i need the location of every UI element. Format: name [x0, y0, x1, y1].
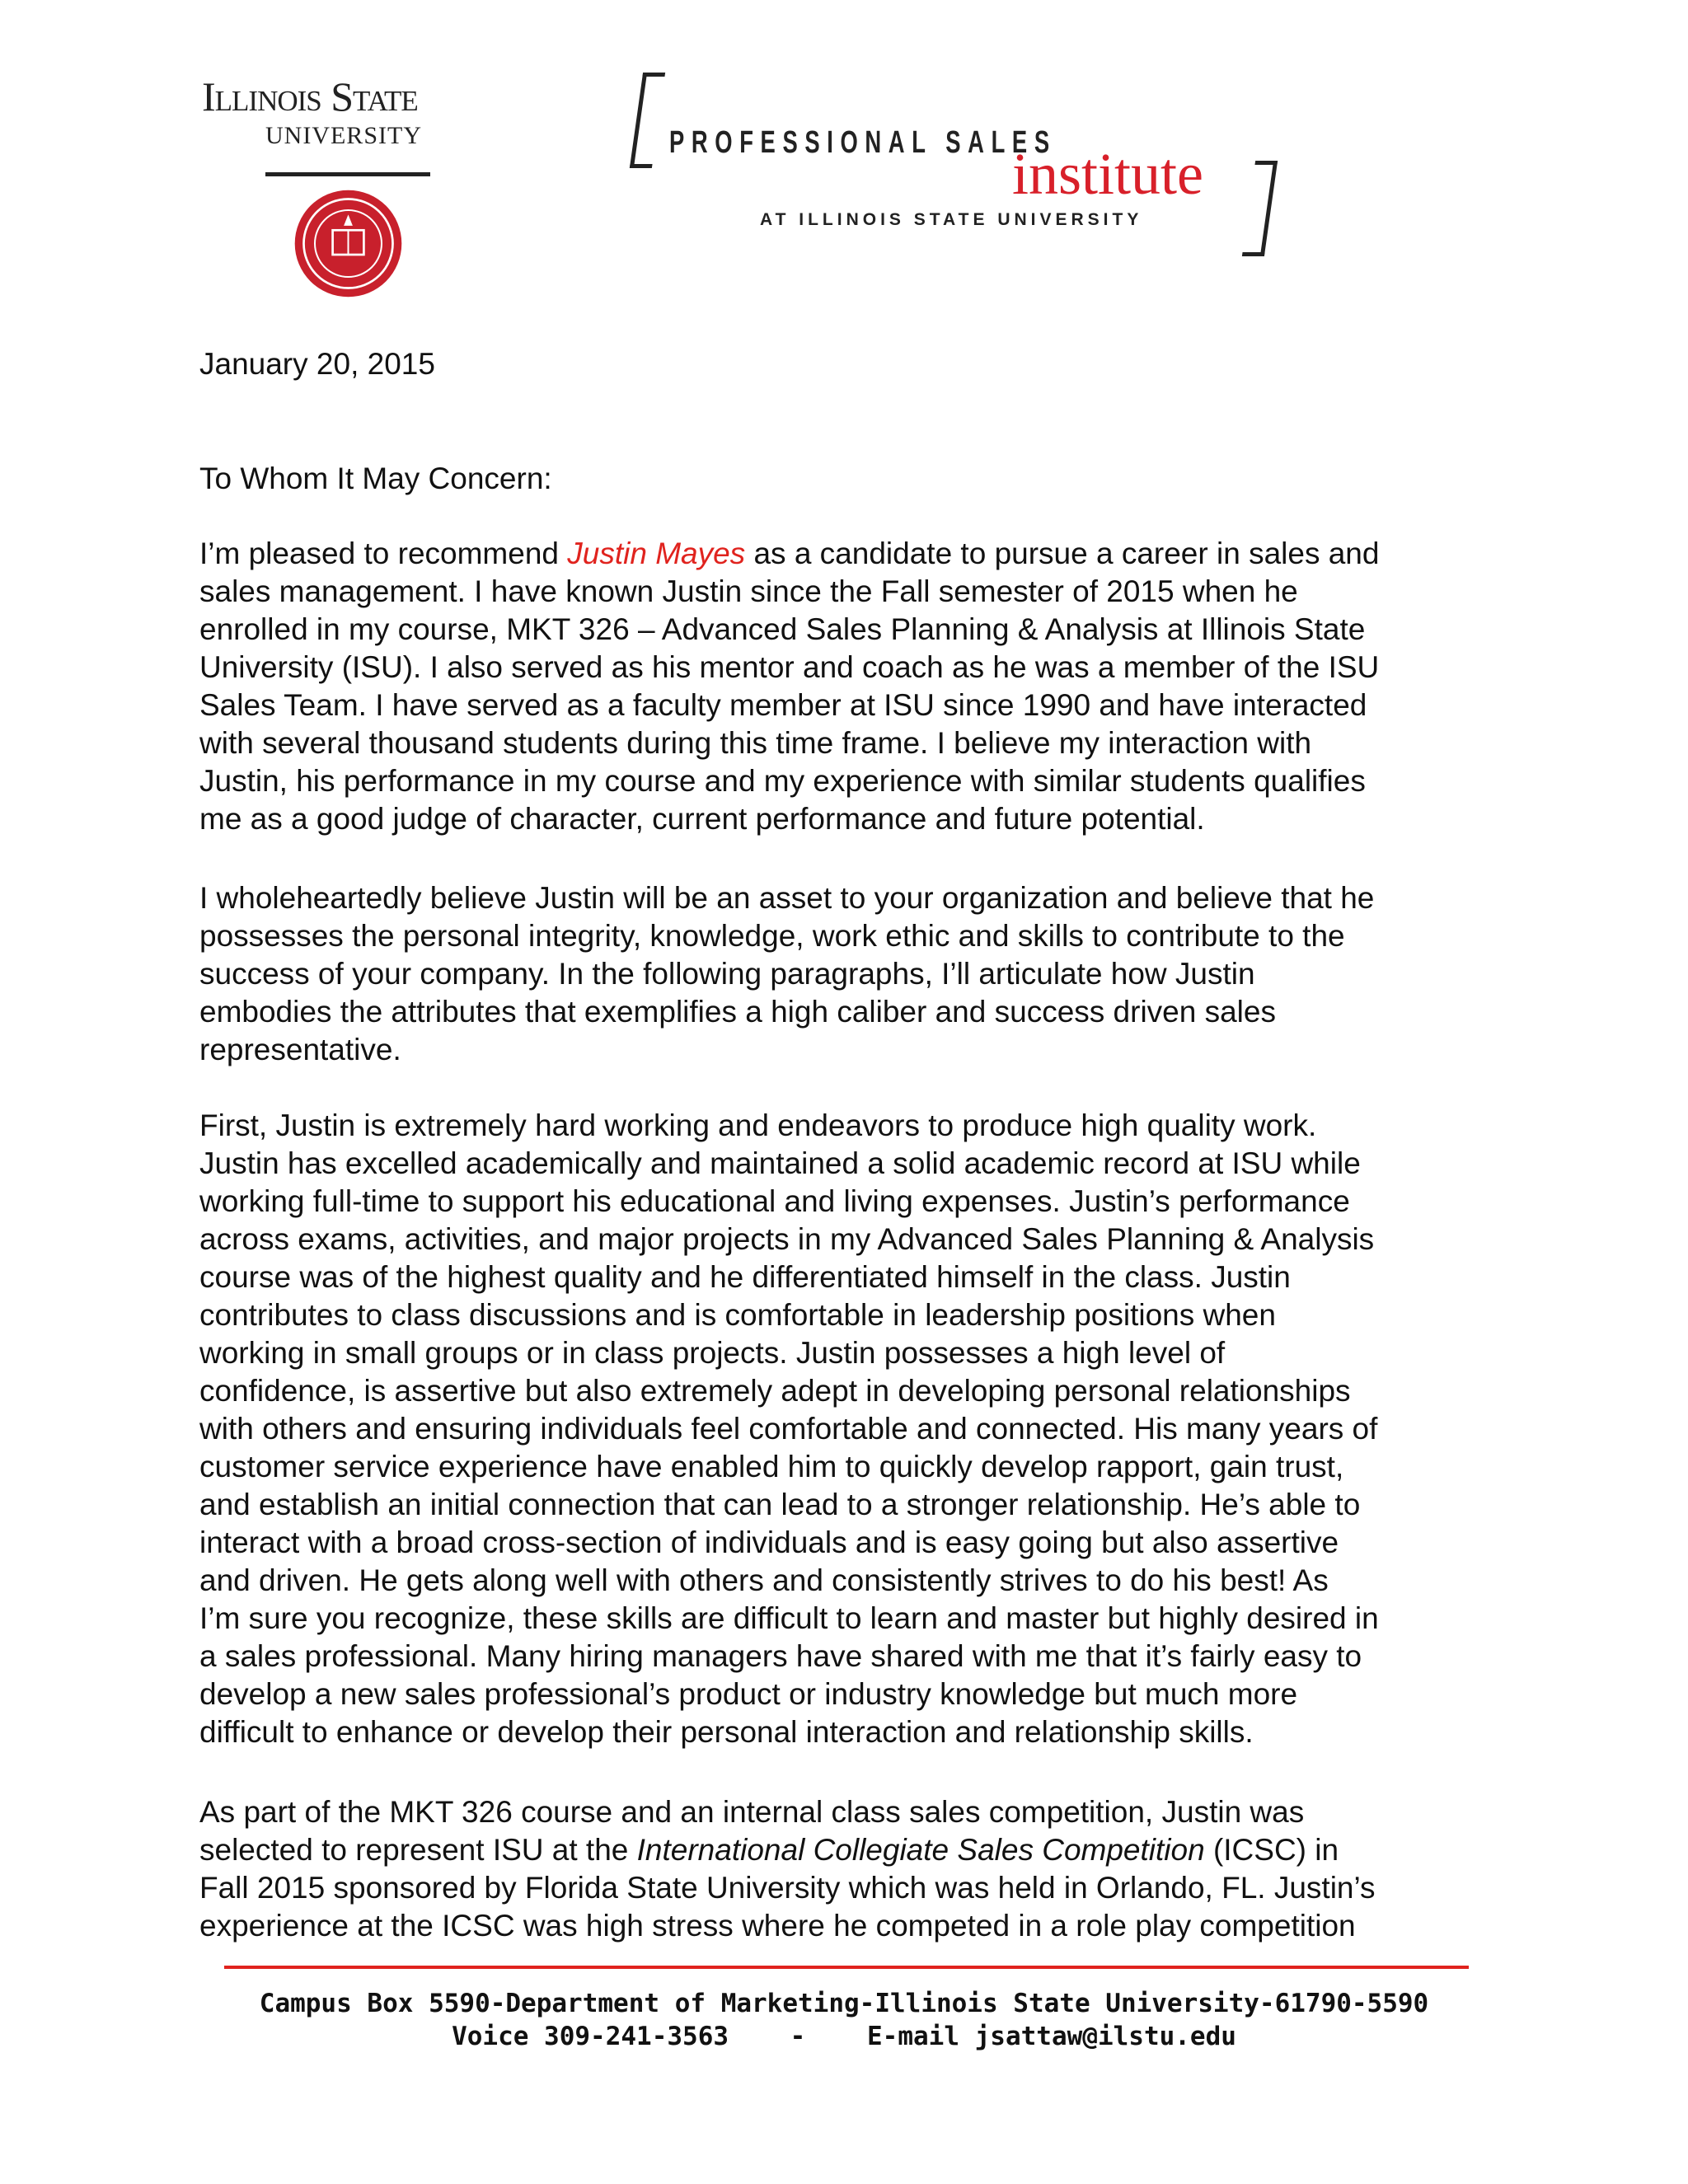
- text-line: I wholeheartedly believe Justin will be an asset to your organization and believe that he: [199, 881, 1375, 915]
- psi-bracket-left: [630, 73, 665, 168]
- text-line: possesses the personal integrity, knowledge, work ethic and skills to contribute to the: [199, 919, 1345, 953]
- text-line: As part of the MKT 326 course and an internal class sales competition, Justin was: [199, 1795, 1305, 1829]
- text: as a candidate to pursue a career in sales and: [745, 537, 1380, 570]
- text-line: working in small groups or in class projects. Justin possesses a high level of: [199, 1336, 1226, 1370]
- text-line: with others and ensuring individuals feel comfortable and connected. His many years of: [199, 1412, 1378, 1446]
- text-line: sales management. I have known Justin since the Fall semester of 2015 when he: [199, 574, 1298, 608]
- letter-date: January 20, 2015: [199, 347, 435, 381]
- text-line: Justin, his performance in my course and my experience with similar students qualifies: [199, 764, 1366, 798]
- paragraph-1: [199, 535, 1379, 838]
- psi-logo-institute: institute: [1012, 141, 1203, 207]
- text-line: course was of the highest quality and he differentiated himself in the class. Justin: [199, 1260, 1291, 1294]
- logo-divider: [265, 172, 430, 176]
- text-line: Sales Team. I have served as a faculty member at ISU since 1990 and have interacted: [199, 688, 1367, 722]
- paragraph-2: [199, 879, 1374, 1069]
- text-line: success of your company. In the following paragraphs, I’ll articulate how Justin: [199, 957, 1255, 991]
- text-line: I’m sure you recognize, these skills are difficult to learn and master but highly desired in: [199, 1601, 1379, 1635]
- text-line: First, Justin is extremely hard working and endeavors to produce high quality work.: [199, 1108, 1317, 1142]
- text: selected to represent ISU at the: [199, 1833, 637, 1867]
- text-line: customer service experience have enabled him to quickly develop rapport, gain trust,: [199, 1450, 1344, 1483]
- psi-bracket-right: [1242, 161, 1278, 256]
- text-line: Fall 2015 sponsored by Florida State University which was held in Orlando, FL. Justin’s: [199, 1871, 1376, 1905]
- paragraph-4: [199, 1793, 1376, 1945]
- isu-seal-icon: [293, 188, 404, 299]
- isu-logo-university: UNIVERSITY: [265, 122, 422, 149]
- text-line: across exams, activities, and major projects in my Advanced Sales Planning & Analysis: [199, 1222, 1375, 1256]
- footer-contact: Voice 309-241-3563 - E-mail jsattaw@ilstu.edu: [452, 2022, 1236, 2051]
- text-line: with several thousand students during this time frame. I believe my interaction with: [199, 726, 1312, 760]
- psi-logo-top: PROFESSIONAL SALES: [669, 125, 1057, 160]
- text-line: experience at the ICSC was high stress where he competed in a role play competition: [199, 1909, 1356, 1943]
- text: (ICSC) in: [1204, 1833, 1339, 1867]
- text-line: me as a good judge of character, current performance and future potential.: [199, 802, 1205, 836]
- text-line: develop a new sales professional’s product or industry knowledge but much more: [199, 1677, 1298, 1711]
- text-line: University (ISU). I also served as his mentor and coach as he was a member of the ISU: [199, 650, 1380, 684]
- competition-name: International Collegiate Sales Competition: [636, 1833, 1205, 1867]
- text-line: representative.: [199, 1033, 401, 1066]
- candidate-name: Justin Mayes: [567, 537, 746, 570]
- text-line: difficult to enhance or develop their personal interaction and relationship skills.: [199, 1715, 1254, 1749]
- text-line: Justin has excelled academically and maintained a solid academic record at ISU while: [199, 1146, 1361, 1180]
- text-line: embodies the attributes that exemplifies a high caliber and success driven sales: [199, 995, 1276, 1029]
- text-line: and driven. He gets along well with others and consistently strives to do his best! As: [199, 1563, 1329, 1597]
- text-line: confidence, is assertive but also extremely adept in developing personal relationships: [199, 1374, 1351, 1408]
- text-line: working full-time to support his educational and living expenses. Justin’s performance: [199, 1184, 1350, 1218]
- text-line: and establish an initial connection that can lead to a stronger relationship. He’s able to: [199, 1488, 1361, 1521]
- psi-logo-bottom: AT ILLINOIS STATE UNIVERSITY: [760, 210, 1143, 229]
- letter-salutation: To Whom It May Concern:: [199, 462, 552, 495]
- paragraph-3: [199, 1107, 1379, 1751]
- text-line: interact with a broad cross-section of individuals and is easy going but also assertive: [199, 1526, 1339, 1559]
- text-line: contributes to class discussions and is comfortable in leadership positions when: [199, 1298, 1276, 1332]
- text: I’m pleased to recommend: [199, 537, 568, 570]
- text-line: a sales professional. Many hiring managers have shared with me that it’s fairly easy to: [199, 1639, 1362, 1673]
- isu-logo-name: Illinois State: [202, 73, 418, 120]
- text-line: enrolled in my course, MKT 326 – Advanced Sales Planning & Analysis at Illinois State: [199, 612, 1366, 646]
- footer-address: Campus Box 5590-Department of Marketing-Illinois State University-61790-5590: [259, 1989, 1429, 2018]
- footer-divider: [224, 1966, 1469, 1969]
